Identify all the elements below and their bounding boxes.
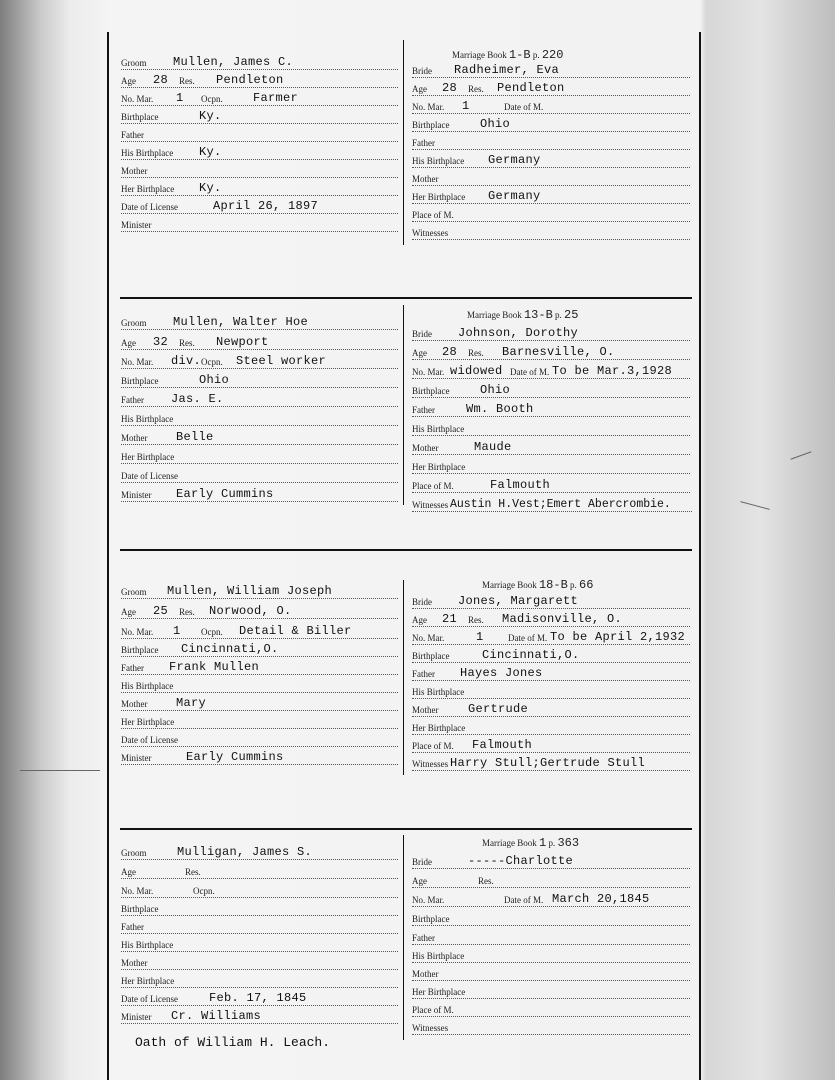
his-birthplace-label: His Birthplace [121, 940, 174, 950]
date-of-m-label: Date of M. [504, 895, 544, 905]
father-label: Father [121, 395, 144, 405]
mother-label: Mother [412, 969, 439, 979]
her-birthplace-label: Her Birthplace [412, 723, 466, 733]
age-label: Age [412, 876, 427, 886]
groom-mother: Belle [176, 430, 214, 444]
bride-residence: Madisonville, O. [502, 612, 623, 626]
mother-label: Mother [412, 174, 439, 184]
groom-name: Mullen, William Joseph [167, 584, 333, 598]
age-label: Age [121, 867, 136, 877]
center-divider [403, 580, 404, 775]
bride-birthplace: Ohio [480, 117, 511, 131]
bride-date-of-m: March 20,1845 [552, 892, 650, 906]
birthplace-label: Birthplace [121, 112, 159, 122]
groom-no-mar: div. [171, 354, 202, 368]
date-of-license: Feb. 17, 1845 [209, 991, 307, 1005]
mother-label: Mother [412, 705, 439, 715]
bride-birthplace: Ohio [480, 383, 511, 397]
birthplace-label: Birthplace [412, 120, 450, 130]
groom-her-birthplace: Ky. [199, 181, 222, 195]
groom-age: 25 [153, 604, 169, 618]
minister-label: Minister [121, 220, 152, 230]
bride-label: Bride [412, 329, 432, 339]
ocpn-label: Ocpn. [193, 886, 215, 896]
bride-no-mar: 1 [476, 630, 484, 644]
bride-no-mar: widowed [450, 364, 503, 378]
marriage-book-ref: Marriage Book 13-B p. 25 [467, 308, 579, 322]
no-mar-label: No. Mar. [121, 357, 154, 367]
birthplace-label: Birthplace [412, 651, 450, 661]
her-birthplace-label: Her Birthplace [121, 976, 175, 986]
res-label: Res. [468, 84, 484, 94]
no-mar-label: No. Mar. [412, 102, 445, 112]
record-separator [120, 297, 692, 299]
his-birthplace-label: His Birthplace [412, 156, 465, 166]
his-birthplace-label: His Birthplace [121, 414, 174, 424]
witnesses: Austin H.Vest;Emert Abercrombie. [450, 498, 671, 511]
center-divider [403, 40, 404, 245]
date-of-license-label: Date of License [121, 202, 178, 212]
date-of-m-label: Date of M. [508, 633, 548, 643]
no-mar-label: No. Mar. [412, 367, 445, 377]
ocpn-label: Ocpn. [201, 627, 223, 637]
groom-birthplace: Ky. [199, 109, 222, 123]
place-of-m-label: Place of M. [412, 1005, 454, 1015]
no-mar-label: No. Mar. [121, 627, 154, 637]
his-birthplace-label: His Birthplace [412, 951, 465, 961]
scan-mark [740, 501, 769, 510]
bride-residence: Barnesville, O. [502, 345, 615, 359]
birthplace-label: Birthplace [412, 914, 450, 924]
bride-name: Jones, Margarett [458, 594, 579, 608]
date-of-license-label: Date of License [121, 994, 178, 1004]
father-label: Father [412, 138, 435, 148]
her-birthplace-label: Her Birthplace [412, 192, 466, 202]
bride-age: 21 [442, 612, 458, 626]
res-label: Res. [468, 615, 484, 625]
age-label: Age [121, 338, 136, 348]
groom-no-mar: 1 [173, 624, 181, 638]
his-birthplace-label: His Birthplace [412, 687, 465, 697]
age-label: Age [412, 615, 427, 625]
groom-birthplace: Ohio [199, 373, 230, 387]
bride-label: Bride [412, 66, 432, 76]
date-of-m-label: Date of M. [510, 367, 550, 377]
groom-occupation: Steel worker [236, 354, 327, 368]
no-mar-label: No. Mar. [412, 633, 445, 643]
groom-label: Groom [121, 58, 147, 68]
scan-mark [20, 770, 100, 771]
father-label: Father [412, 933, 435, 943]
mother-label: Mother [121, 433, 148, 443]
her-birthplace-label: Her Birthplace [121, 184, 175, 194]
bride-name: Radheimer, Eva [454, 63, 560, 77]
right-border [699, 32, 701, 1080]
birthplace-label: Birthplace [121, 645, 159, 655]
groom-residence: Newport [216, 335, 269, 349]
date-of-license-label: Date of License [121, 471, 178, 481]
groom-his-birthplace: Ky. [199, 145, 222, 159]
bride-his-birthplace: Germany [488, 153, 541, 167]
groom-occupation: Detail & Biller [239, 624, 352, 638]
groom-residence: Pendleton [216, 73, 284, 87]
father-label: Father [121, 130, 144, 140]
groom-birthplace: Cincinnati,O. [181, 642, 279, 656]
age-label: Age [121, 607, 136, 617]
bride-label: Bride [412, 857, 432, 867]
no-mar-label: No. Mar. [121, 886, 154, 896]
groom-age: 28 [153, 73, 169, 87]
bride-age: 28 [442, 345, 458, 359]
father-label: Father [121, 663, 144, 673]
father-label: Father [121, 922, 144, 932]
groom-name: Mullen, James C. [173, 55, 294, 69]
groom-father: Frank Mullen [169, 660, 260, 674]
left-border [107, 32, 109, 1080]
mother-label: Mother [121, 958, 148, 968]
minister-label: Minister [121, 490, 152, 500]
res-label: Res. [179, 607, 195, 617]
her-birthplace-label: Her Birthplace [121, 452, 175, 462]
record-separator [120, 549, 692, 551]
bride-no-mar: 1 [462, 99, 470, 113]
father-label: Father [412, 669, 435, 679]
minister: Early Cummins [186, 750, 284, 764]
place-of-m: Falmouth [472, 738, 533, 752]
mother-label: Mother [121, 699, 148, 709]
marriage-book-ref: Marriage Book 1 p. 363 [482, 836, 580, 850]
groom-no-mar: 1 [176, 91, 184, 105]
res-label: Res. [478, 876, 494, 886]
groom-residence: Norwood, O. [209, 604, 292, 618]
age-label: Age [121, 76, 136, 86]
ocpn-label: Ocpn. [201, 357, 223, 367]
witnesses-label: Witnesses [412, 228, 449, 238]
scan-mark [790, 451, 811, 459]
birthplace-label: Birthplace [412, 386, 450, 396]
groom-label: Groom [121, 587, 147, 597]
no-mar-label: No. Mar. [412, 895, 445, 905]
mother-label: Mother [121, 166, 148, 176]
record-separator [120, 828, 692, 830]
groom-father: Jas. E. [171, 392, 224, 406]
minister: Early Cummins [176, 487, 274, 501]
date-of-license-label: Date of License [121, 735, 178, 745]
place-of-m-label: Place of M. [412, 210, 454, 220]
witnesses: Harry Stull;Gertrude Stull [450, 756, 646, 770]
minister-label: Minister [121, 1012, 152, 1022]
bride-mother: Gertrude [468, 702, 529, 716]
birthplace-label: Birthplace [121, 904, 159, 914]
oath-note: Oath of William H. Leach. [135, 1035, 331, 1050]
bride-father: Wm. Booth [466, 402, 534, 416]
her-birthplace-label: Her Birthplace [412, 462, 466, 472]
groom-name: Mullen, Walter Hoe [173, 315, 309, 329]
marriage-book-ref: Marriage Book 18-B p. 66 [482, 578, 594, 592]
bride-date-of-m: To be April 2,1932 [550, 630, 686, 644]
center-divider [403, 835, 404, 1040]
res-label: Res. [179, 76, 195, 86]
bride-residence: Pendleton [497, 81, 565, 95]
groom-occupation: Farmer [253, 91, 299, 105]
groom-label: Groom [121, 318, 147, 328]
groom-age: 32 [153, 335, 169, 349]
minister: Cr. Williams [171, 1009, 262, 1023]
age-label: Age [412, 348, 427, 358]
bride-name: -----Charlotte [468, 854, 574, 868]
place-of-m: Falmouth [490, 478, 551, 492]
bride-father: Hayes Jones [460, 666, 543, 680]
center-divider [403, 305, 404, 505]
father-label: Father [412, 405, 435, 415]
bride-mother: Maude [474, 440, 512, 454]
mother-label: Mother [412, 443, 439, 453]
her-birthplace-label: Her Birthplace [412, 987, 466, 997]
bride-birthplace: Cincinnati,O. [482, 648, 580, 662]
bride-age: 28 [442, 81, 458, 95]
bride-date-of-m: To be Mar.3,1928 [552, 364, 673, 378]
her-birthplace-label: Her Birthplace [121, 717, 175, 727]
witnesses-label: Witnesses [412, 1023, 449, 1033]
his-birthplace-label: His Birthplace [121, 148, 174, 158]
place-of-m-label: Place of M. [412, 481, 454, 491]
res-label: Res. [468, 348, 484, 358]
his-birthplace-label: His Birthplace [121, 681, 174, 691]
res-label: Res. [185, 867, 201, 877]
date-of-m-label: Date of M. [504, 102, 544, 112]
bride-name: Johnson, Dorothy [458, 326, 579, 340]
groom-name: Mulligan, James S. [177, 845, 313, 859]
witnesses-label: Witnesses [412, 500, 449, 510]
bride-label: Bride [412, 597, 432, 607]
date-of-license: April 26, 1897 [213, 199, 319, 213]
no-mar-label: No. Mar. [121, 94, 154, 104]
res-label: Res. [179, 338, 195, 348]
witnesses-label: Witnesses [412, 759, 449, 769]
place-of-m-label: Place of M. [412, 741, 454, 751]
age-label: Age [412, 84, 427, 94]
birthplace-label: Birthplace [121, 376, 159, 386]
bride-her-birthplace: Germany [488, 189, 541, 203]
his-birthplace-label: His Birthplace [412, 424, 465, 434]
marriage-book-ref: Marriage Book 1-B p. 220 [452, 48, 564, 62]
minister-label: Minister [121, 753, 152, 763]
groom-mother: Mary [176, 696, 207, 710]
groom-label: Groom [121, 848, 147, 858]
ocpn-label: Ocpn. [201, 94, 223, 104]
